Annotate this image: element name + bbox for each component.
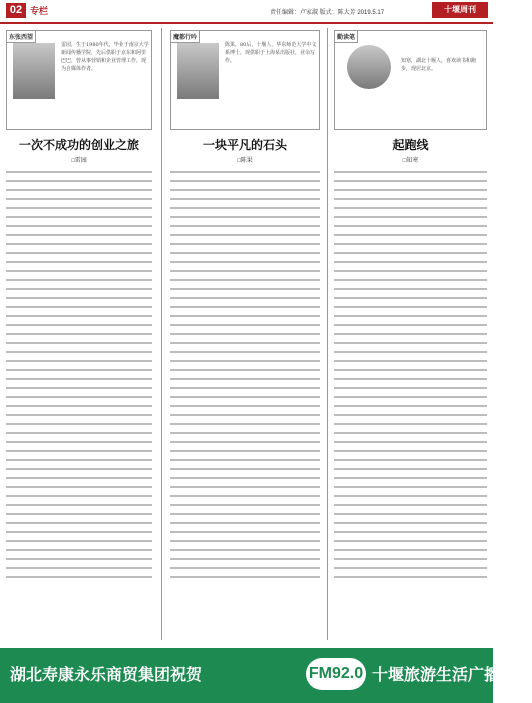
- column-tag: 勤读笔: [334, 30, 358, 43]
- author-photo: [177, 43, 219, 99]
- article-body: [6, 171, 152, 578]
- author-photo: [13, 43, 55, 99]
- page-header: [0, 0, 493, 24]
- column-1: [6, 30, 152, 585]
- author-photo: [347, 45, 391, 89]
- article-body: [334, 171, 487, 578]
- fm-badge: FM92.0: [306, 658, 366, 690]
- advertisement-banner[interactable]: [0, 648, 532, 703]
- page-number: 02: [6, 3, 26, 18]
- column-divider: [327, 28, 328, 640]
- column-2: [170, 30, 320, 585]
- article-title: 一块平凡的石头: [202, 138, 287, 152]
- section-name: 专栏: [30, 6, 49, 16]
- column-divider: [161, 28, 162, 640]
- column-tag: 东张西望: [6, 30, 36, 43]
- ad-right-text: 十堰旅游生活广播开播: [372, 665, 532, 684]
- article-title: 起跑线: [392, 138, 429, 152]
- article-author: □知寒: [402, 158, 419, 164]
- author-box: [6, 30, 152, 130]
- article-body: [170, 171, 320, 578]
- article-title: 一次不成功的创业之旅: [18, 138, 139, 152]
- author-box: [170, 30, 320, 130]
- author-box: [334, 30, 487, 130]
- editor-meta: 责任编辑：卢家淑 版式：陈大芳 2019.5.17: [270, 10, 385, 16]
- author-bio: 知寒，湖北十堰人，喜欢读书和跑步，现居北京。: [401, 58, 477, 72]
- article-author: □陈果: [237, 158, 253, 164]
- column-tag: 魔都行吟: [170, 30, 200, 43]
- ad-left-text: 湖北寿康永乐商贸集团祝贺: [10, 665, 203, 684]
- column-3: [334, 30, 487, 585]
- brand-logo: 十堰周刊: [432, 2, 488, 18]
- article-author: □雷园: [71, 158, 87, 164]
- author-bio: 陈果，80后，十堰人，华东师范大学中文系博士，现供职于上海某出版社，业余写作。: [225, 42, 317, 64]
- author-bio: 雷园，生于1980年代，毕业于南京大学新闻传播学院，先后供职于京东和阿里巴巴，曾从事营销和企业管理工作，现为自媒体作者。: [61, 42, 149, 72]
